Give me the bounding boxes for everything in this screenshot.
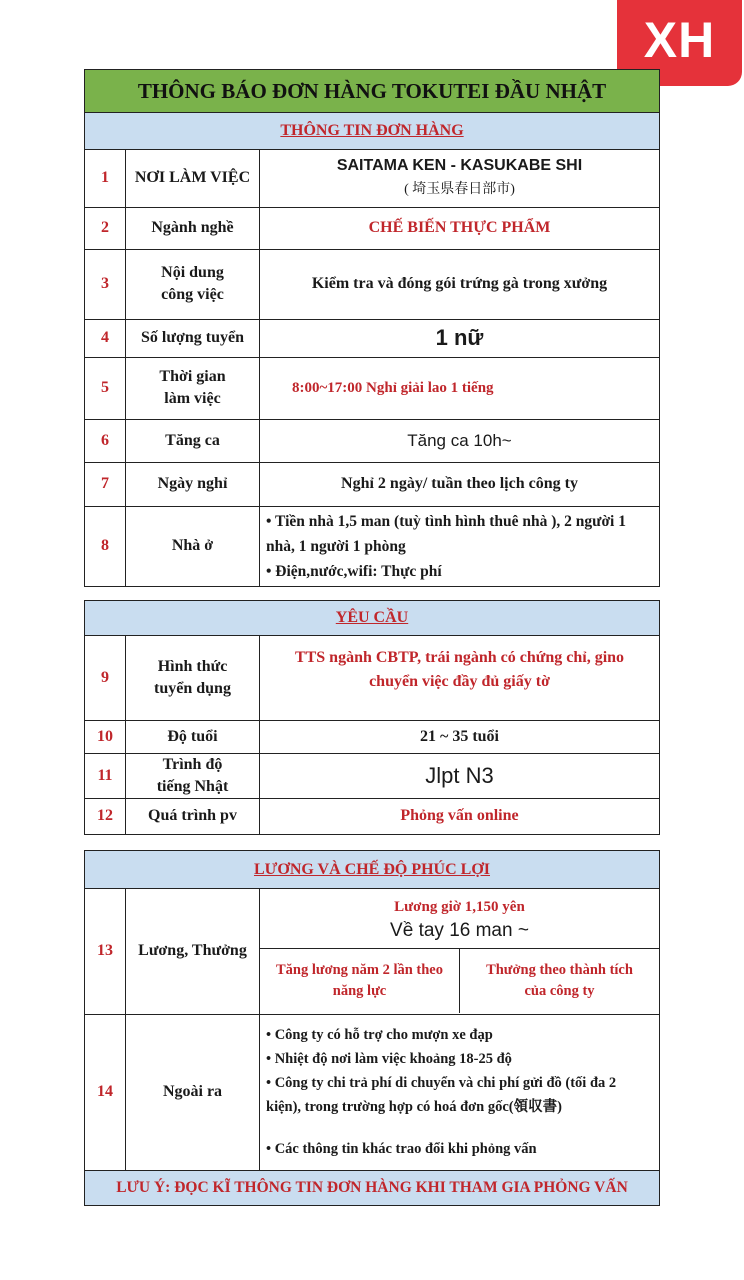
requirements-table (85, 636, 659, 834)
row-number: 10 (85, 720, 126, 753)
row-number: 9 (85, 636, 126, 720)
brand-logo: XH (617, 0, 742, 86)
housing-line: • Tiền nhà 1,5 man (tuỳ tình hình thuê nhà ), 2 người 1 nhà, 1 người 1 phòng (266, 512, 626, 555)
row-number: 7 (85, 462, 126, 506)
salary-subtable (260, 890, 659, 1013)
value-line: TTS ngành CBTP, trái ngành có chứng chỉ, gino (294, 649, 625, 666)
row-number: 4 (85, 319, 126, 357)
value-line: chuyển việc đầy đủ giấy tờ (369, 673, 550, 690)
section-header-salary: LƯƠNG VÀ CHẾ ĐỘ PHÚC LỢI (85, 851, 659, 889)
workplace-value: SAITAMA KEN - KASUKABE SHI (336, 157, 583, 175)
footer-note: LƯU Ý: ĐỌC KĨ THÔNG TIN ĐƠN HÀNG KHI THAM GIA PHỎNG VẤN (85, 1170, 659, 1205)
row-label: Ngày nghỉ (126, 462, 260, 506)
label-line: tiếng Nhật (156, 777, 229, 795)
label-line: công việc (161, 286, 224, 303)
table-row (85, 720, 659, 753)
row-label: Tăng ca (126, 419, 260, 462)
benefit-item: • Các thông tin khác trao đổi khi phỏng vấn (266, 1141, 537, 1158)
row-value: 8:00~17:00 Nghỉ giải lao 1 tiếng (260, 357, 660, 419)
table-row (85, 249, 659, 319)
row-number: 12 (85, 798, 126, 834)
label-line: tuyển dụng (154, 679, 231, 697)
row-label (126, 249, 260, 319)
row-value (260, 150, 660, 207)
row-number: 14 (85, 1014, 126, 1170)
row-number: 11 (85, 753, 126, 798)
benefit-item: • Công ty chi trả phí di chuyển và chi phí gửi đồ (tối đa 2 kiện), trong trường hợp có hoá đơn gốc(領収書) (266, 1075, 617, 1116)
table-row (85, 636, 659, 720)
table-row (85, 462, 659, 506)
table-row (85, 150, 659, 207)
row-number: 5 (85, 357, 126, 419)
row-value (260, 506, 660, 586)
section-header-requirements: YÊU CẦU (85, 601, 659, 636)
row-value: Kiểm tra và đóng gói trứng gà trong xưởng (260, 249, 660, 319)
table-row (85, 1014, 659, 1170)
row-value: Tăng ca 10h~ (260, 419, 660, 462)
row-value: 21 ~ 35 tuổi (260, 720, 660, 753)
salary-block (84, 850, 660, 1206)
order-info-block (84, 69, 660, 587)
row-label (126, 753, 260, 798)
row-label: Số lượng tuyển (126, 319, 260, 357)
table-row (85, 419, 659, 462)
table-row (85, 798, 659, 834)
page-title: THÔNG BÁO ĐƠN HÀNG TOKUTEI ĐẦU NHẬT (85, 70, 659, 113)
label-line: làm việc (164, 390, 221, 407)
row-value (260, 1014, 660, 1170)
net-salary: Về tay 16 man ~ (390, 920, 529, 941)
housing-line: • Điện,nước,wifi: Thực phí (266, 562, 442, 580)
benefit-item: • Công ty có hỗ trợ cho mượn xe đạp (266, 1027, 493, 1044)
row-number: 8 (85, 506, 126, 586)
table-row (85, 319, 659, 357)
row-number: 13 (85, 889, 126, 1014)
value-line: của công ty (524, 983, 595, 999)
table-row (85, 506, 659, 586)
row-value: Phỏng vấn online (260, 798, 660, 834)
label-line: Thời gian (159, 368, 226, 385)
value-line: Thưởng theo thành tích (486, 962, 633, 978)
row-value: Jlpt N3 (260, 753, 660, 798)
row-label: NƠI LÀM VIỆC (126, 150, 260, 207)
section-header-order-info: THÔNG TIN ĐƠN HÀNG (85, 113, 659, 150)
row-label: Quá trình pv (126, 798, 260, 834)
hourly-wage: Lương giờ 1,150 yên (394, 899, 525, 915)
table-row (85, 357, 659, 419)
order-info-table (85, 150, 659, 586)
row-value (260, 636, 660, 720)
workplace-japanese: ( 埼玉県春日部市) (404, 182, 515, 198)
requirements-block (84, 600, 660, 835)
salary-cell (260, 889, 660, 1014)
row-value: CHẾ BIẾN THỰC PHẨM (260, 207, 660, 249)
label-line: Trình độ (162, 755, 223, 773)
salary-bottom (260, 949, 659, 1013)
row-value: Nghỉ 2 ngày/ tuần theo lịch công ty (260, 462, 660, 506)
salary-table (85, 889, 659, 1170)
row-number: 1 (85, 150, 126, 207)
row-label: Nhà ở (126, 506, 260, 586)
row-label: Độ tuổi (126, 720, 260, 753)
table-row (85, 889, 659, 1014)
row-label (126, 636, 260, 720)
benefit-item: • Nhiệt độ nơi làm việc khoảng 18-25 độ (266, 1051, 512, 1068)
label-line: Hình thức (157, 657, 228, 675)
label-line: Nội dung (161, 264, 224, 281)
row-number: 2 (85, 207, 126, 249)
table-row (85, 753, 659, 798)
row-number: 6 (85, 419, 126, 462)
salary-top (260, 890, 659, 949)
row-label: Ngoài ra (126, 1014, 260, 1170)
table-row (85, 207, 659, 249)
value-line: năng lực (332, 983, 387, 999)
row-value: 1 nữ (260, 319, 660, 357)
row-label: Ngành nghề (126, 207, 260, 249)
performance-bonus (460, 949, 660, 1013)
row-label (126, 357, 260, 419)
row-number: 3 (85, 249, 126, 319)
row-label: Lương, Thưởng (126, 889, 260, 1014)
value-line: Tăng lương năm 2 lần theo (276, 962, 443, 978)
salary-raise (260, 949, 460, 1013)
